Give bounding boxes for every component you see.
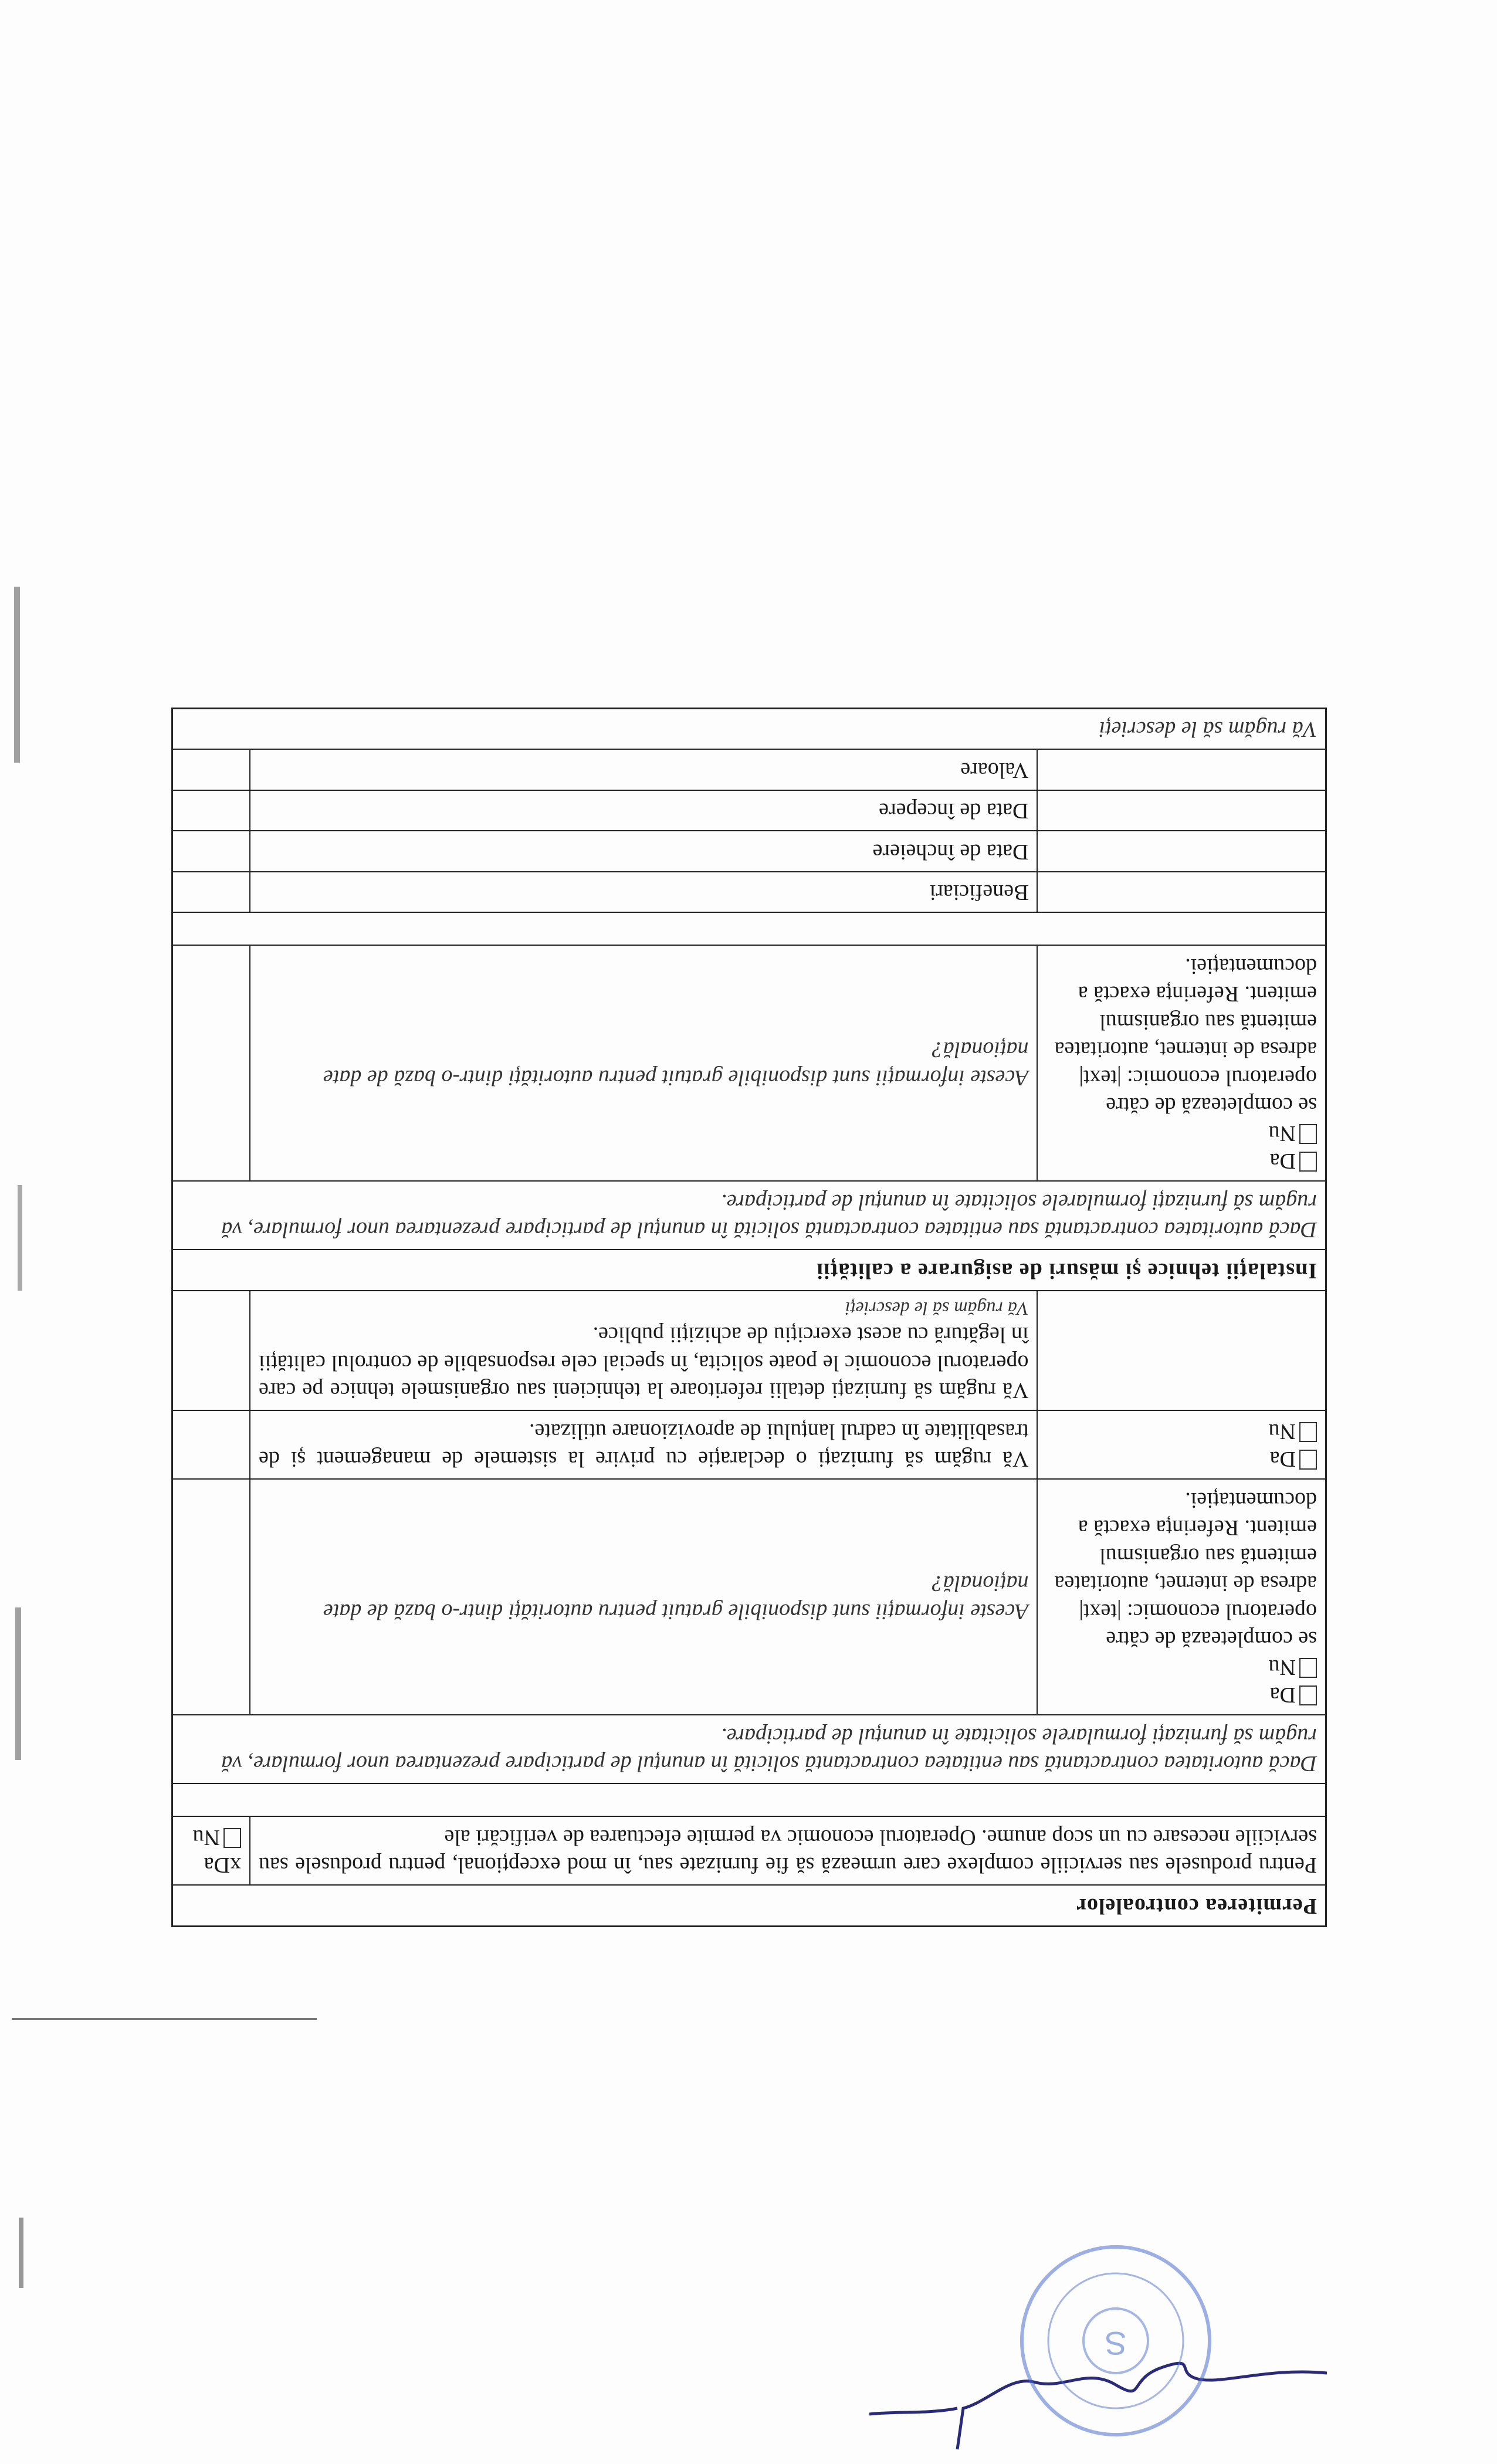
block1-row (172, 946, 1326, 1182)
block2-row (172, 1480, 1326, 1715)
empty-cell (1037, 750, 1326, 791)
controls-body: Pentru produsele sau serviciile complexe care urmează să fie furnizate sau, în mod excepțional, pentru produsele sau serviciile necesare cu un scop anume. Operatorul economic va permite efectuarea de verificări ale (250, 1817, 1326, 1886)
spacer-row (172, 913, 1326, 946)
empty-cell (172, 1291, 250, 1411)
management-da[interactable]: Da (1046, 1445, 1317, 1473)
label-beneficiari: Beneficiari (250, 872, 1037, 913)
technical-row (172, 1291, 1326, 1411)
empty-cell (172, 1411, 250, 1480)
svg-text:S: S (1105, 2325, 1127, 2362)
scan-edge-marks (0, 352, 35, 2288)
technical-hint: Vă rugăm să le descrieți (845, 1298, 1029, 1319)
controls-row (172, 1817, 1326, 1886)
management-options (1037, 1411, 1326, 1480)
empty-cell (1037, 831, 1326, 872)
row-data-incepere (172, 790, 1326, 831)
block1-forms-note: Dacă autoritatea contractantă sau entitatea contractantă solicită în anunțul de participare prezentarea unor formulare, vă rugăm să furnizați formularele solicitate în anunțul de participare. (172, 1182, 1326, 1250)
block1-forms-row (172, 1182, 1326, 1250)
label-data-incepere: Data de începere (250, 790, 1037, 831)
technical-body: Vă rugăm să furnizați detalii referitoare la tehnicieni sau organismele tehnice pe care operatorul economic le poate solicita, în special cele responsabile de controlul calității în legătură cu acest exercițiu de achiziții publice. (258, 1322, 1029, 1403)
controls-heading-row (172, 1886, 1326, 1927)
checkbox-icon (1299, 1124, 1317, 1144)
controls-heading: Permiterea controalelor (172, 1886, 1326, 1927)
describe-hint-row (172, 709, 1326, 750)
block2-question: Aceste informații sunt disponibile gratuit pentru autorități dintr-o bază de date națională? (250, 1480, 1037, 1715)
controls-da[interactable]: xDa (204, 1853, 241, 1878)
block1-question: Aceste informații sunt disponibile gratuit pentru autorități dintr-o bază de date națională? (250, 946, 1037, 1182)
checkbox-icon (223, 1828, 241, 1848)
management-row (172, 1411, 1326, 1480)
technical-heading: Instalații tehnice și măsuri de asigurare a calității (172, 1250, 1326, 1291)
checkbox-icon (1299, 1450, 1317, 1470)
controls-nu[interactable]: Nu (181, 1823, 241, 1852)
scan-line-artifact (12, 2018, 317, 2020)
technical-cell (250, 1291, 1037, 1411)
empty-cell (1037, 872, 1326, 913)
label-data-incheiere: Data de încheiere (250, 831, 1037, 872)
describe-hint: Vă rugăm să le descrieți (172, 709, 1326, 750)
company-stamp (1016, 2241, 1215, 2441)
empty-cell (172, 946, 250, 1182)
empty-cell (172, 872, 250, 913)
management-body: Vă rugăm să furnizați o declarație cu privire la sistemele de management și de trasabilitate în cadrul lanțului de aprovizionare utilizate. (250, 1411, 1037, 1480)
empty-cell (172, 1480, 250, 1715)
empty-cell (1037, 790, 1326, 831)
technical-heading-row (172, 1250, 1326, 1291)
block2-fill-note: se completează de către operatorul economic: |text| adresa de internet, autoritatea emitentă sau organismul emitent. Referința exactă a documentației. (1054, 1488, 1317, 1652)
row-beneficiari (172, 872, 1326, 913)
block2-options (1037, 1480, 1326, 1715)
label-valoare: Valoare (250, 750, 1037, 791)
block2-forms-note: Dacă autoritatea contractantă sau entitatea contractantă solicită în anunțul de participare prezentarea unor formulare, vă rugăm să furnizați formularele solicitate în anunțul de participare. (172, 1715, 1326, 1784)
controls-options (172, 1817, 250, 1886)
qualification-form-table (171, 708, 1327, 1927)
management-nu[interactable]: Nu (1046, 1417, 1317, 1446)
checkbox-icon (1299, 1152, 1317, 1172)
empty-cell (1037, 1291, 1326, 1411)
block1-fill-note: se completează de către operatorul economic: |text| adresa de internet, autoritatea emitentă sau organismul emitent. Referința exactă a documentației. (1054, 954, 1317, 1118)
block2-forms-row (172, 1715, 1326, 1784)
block2-da[interactable]: Da (1046, 1681, 1317, 1709)
empty-cell (172, 750, 250, 791)
checkbox-icon (1299, 1658, 1317, 1678)
block1-nu[interactable]: Nu (1046, 1119, 1317, 1148)
empty-cell (172, 790, 250, 831)
row-valoare (172, 750, 1326, 791)
row-data-incheiere (172, 831, 1326, 872)
spacer-row (172, 1784, 1326, 1817)
empty-cell (172, 831, 250, 872)
checkbox-icon (1299, 1422, 1317, 1442)
block1-da[interactable]: Da (1046, 1147, 1317, 1175)
block1-options (1037, 946, 1326, 1182)
block2-nu[interactable]: Nu (1046, 1653, 1317, 1681)
checkbox-icon (1299, 1686, 1317, 1706)
